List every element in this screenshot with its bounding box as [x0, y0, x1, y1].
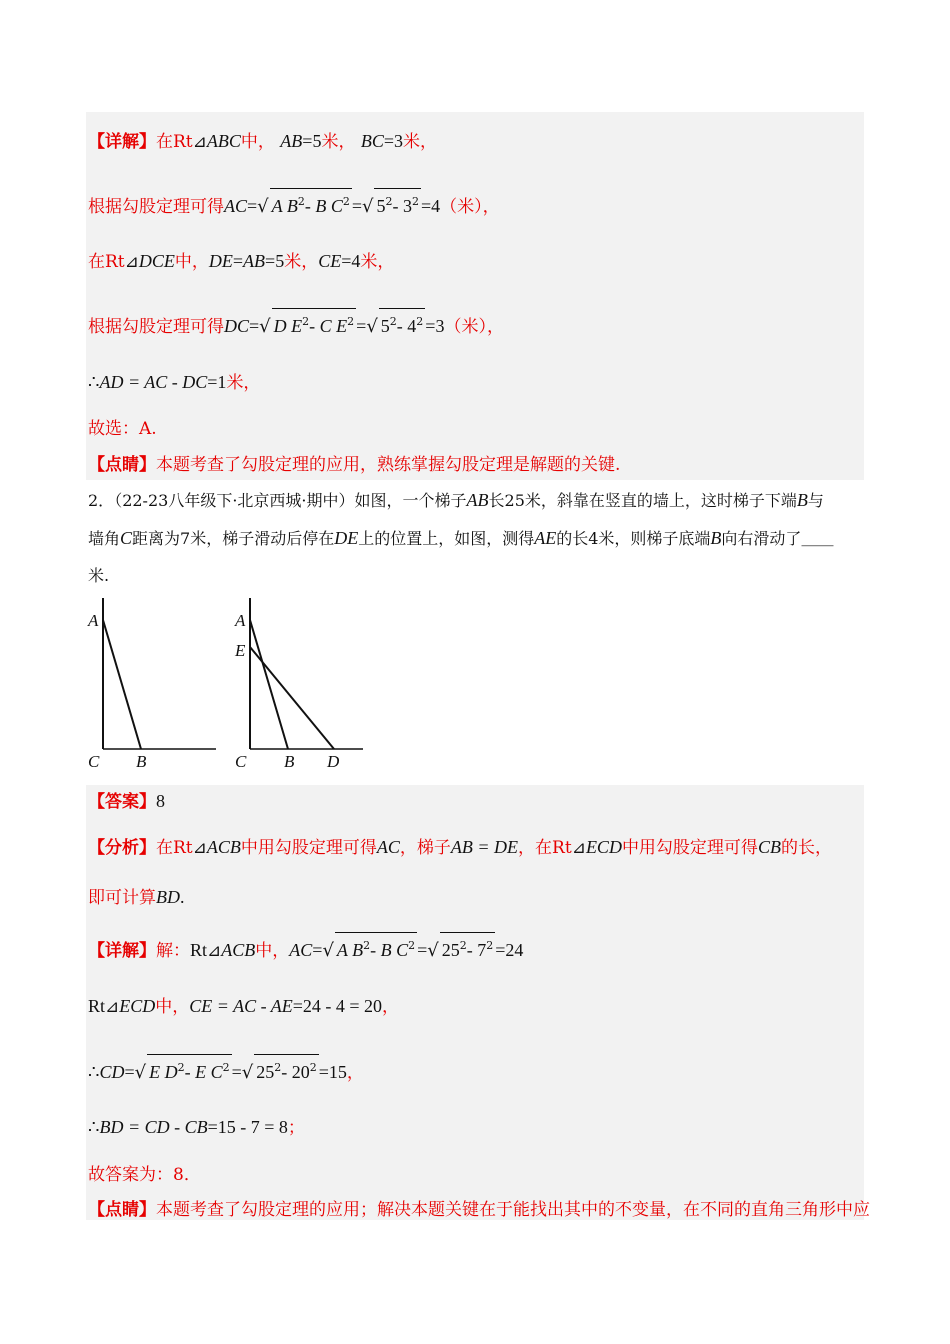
s1-line3: 在Rt⊿DCE中，DE=AB=5米，CE=4米，	[88, 251, 395, 272]
fig2-label-c: C	[235, 752, 247, 771]
s2-comment: 【点睛】本题考查了勾股定理的应用；解决本题关键在于能找出其中的不变量，在不同的直角三角形中应	[88, 1200, 870, 1220]
s1-line1: 【详解】在Rt⊿ABC中， AB=5米， BC=3米，	[88, 131, 438, 152]
s1-line2: 根据勾股定理可得AC=√ A $B^2-$ B $C^2$ =√ $5^2-$ $3^2 =4$（米），	[88, 188, 862, 220]
q2-line3: 米.	[88, 566, 110, 585]
fig1-label-a: A	[88, 611, 99, 630]
s2-detail-2: Rt⊿ECD中，CE = AC - AE=24 - 4 = 20，	[88, 996, 400, 1017]
s2-detail-4: ∴BD = CD - CB=15 - 7 = 8；	[88, 1117, 305, 1138]
ladder-figures	[80, 590, 380, 780]
s1-line5: ∴AD = AC - DC=1米，	[88, 372, 261, 393]
fig2-label-b: B	[284, 752, 295, 771]
fig2-label-e: E	[235, 641, 246, 660]
s1-line4: 根据勾股定理可得DC=√ D $E^2-$ C $E^2$ =√ $5^2-$ $4^2 =3$（米），	[88, 308, 862, 340]
fig2-label-a: A	[235, 611, 246, 630]
q2-line1: 2．（22-23八年级下·北京西城·期中）如图，一个梯子AB长25米，斜靠在竖直的墙上，这时梯子下端B与	[88, 490, 824, 510]
fig1-label-c: C	[88, 752, 100, 771]
s2-detail-3: ∴CD=√ E $D^2-$ E $C^2$ =√ $25^2-$ $20^2 =15$，	[88, 1054, 862, 1086]
fig2-label-d: D	[327, 752, 340, 771]
detail-tag: 【详解】	[88, 132, 156, 152]
s1-choice: 故选：A.	[88, 419, 157, 439]
s1-comment: 【点睛】本题考查了勾股定理的应用，熟练掌握勾股定理是解题的关键.	[88, 455, 621, 475]
fig1-label-b: B	[136, 752, 147, 771]
q2-line2: 墙角C距离为7米，梯子滑动后停在DE上的位置上，如图，测得AE的长4米，则梯子底端B向右滑动了＿＿	[88, 528, 834, 548]
figure-2	[234, 598, 363, 771]
figure-1	[87, 598, 216, 771]
s2-analysis-2: 即可计算BD.	[88, 887, 185, 908]
s2-detail-1: 【详解】解：Rt⊿ACB中，AC=√ A $B^2-$ B $C^2$ =√ $25^2-$ $7^2 =24$	[88, 932, 862, 964]
s2-final: 故答案为：8．	[88, 1165, 201, 1185]
s2-answer: 【答案】8	[88, 791, 165, 812]
s2-analysis-1: 【分析】在Rt⊿ACB中用勾股定理可得AC，梯子AB = DE，在Rt⊿ECD中用勾股定理可得CB的长，	[88, 837, 832, 858]
